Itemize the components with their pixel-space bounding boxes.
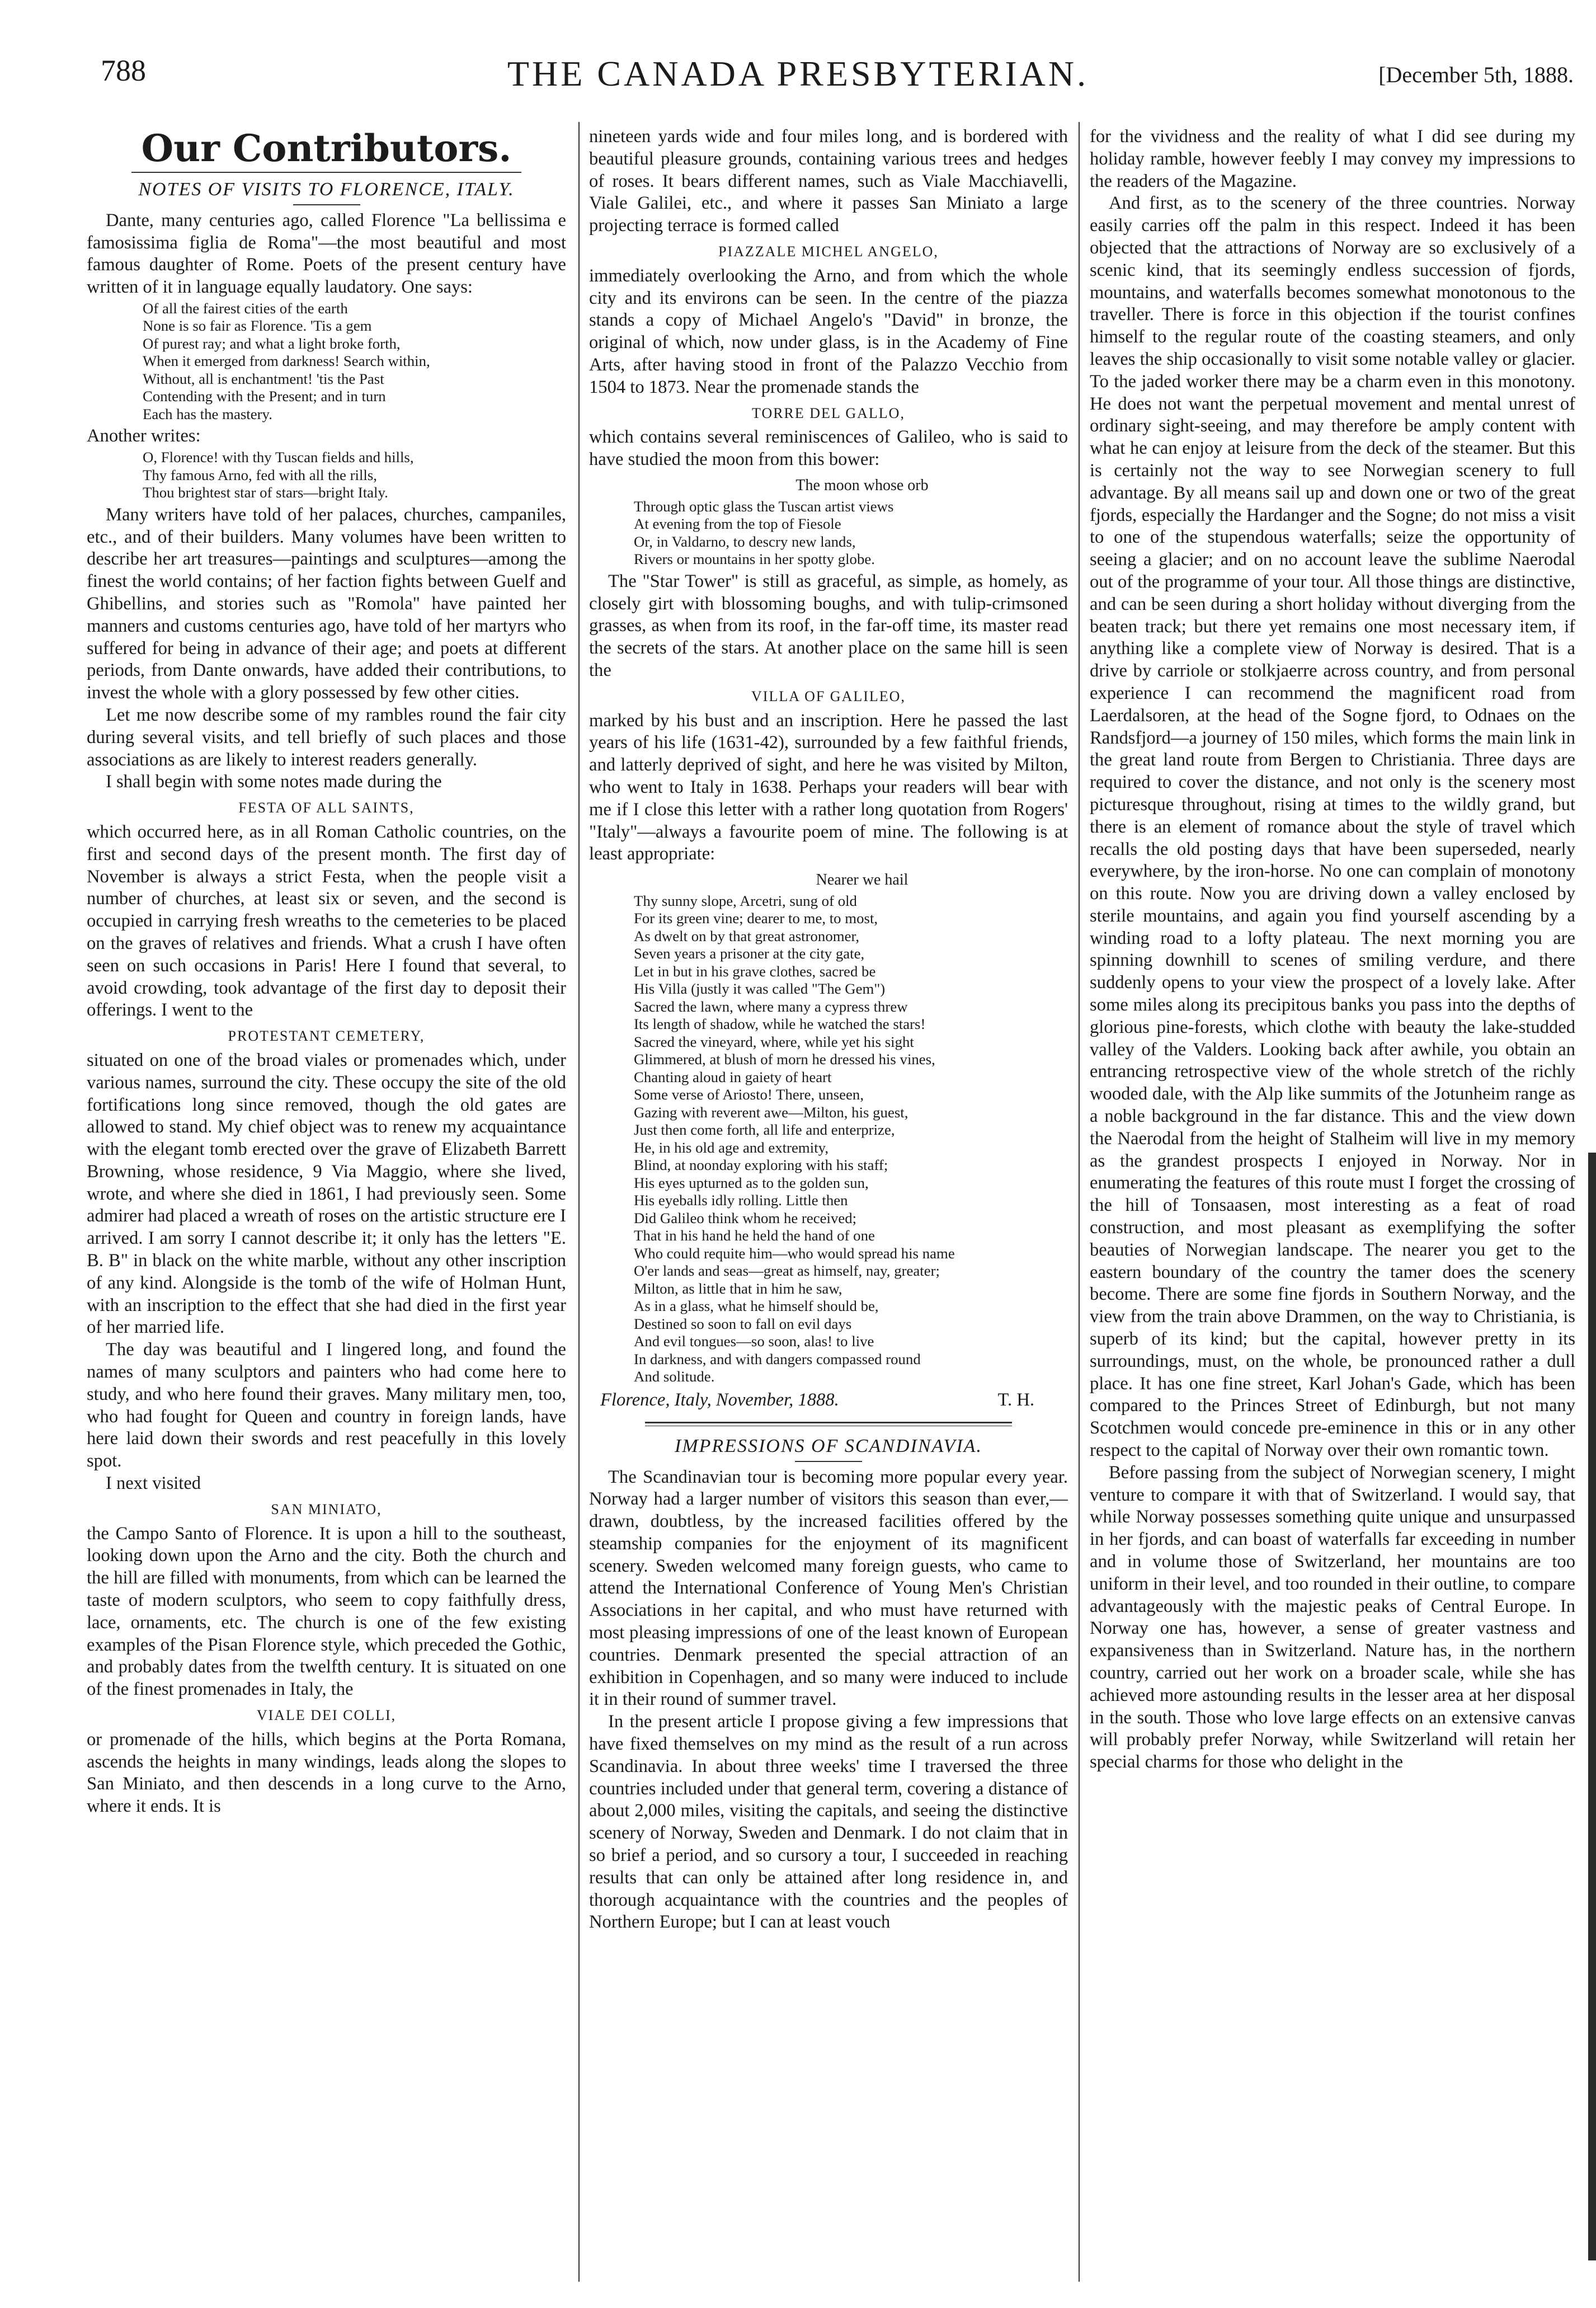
paragraph: I shall begin with some notes made during the [106,772,442,792]
verse-line: Destined so soon to fall on evil days [634,1315,852,1332]
subheading: TORRE DEL GALLO, [752,405,905,421]
paragraph: And first, as to the scenery of the three countries. Norway easily carries off the palm in this respect. Indeed it has been objected that the attractions of Norway are so exclusively of a scenic kind, that its seemingly endless succession of fjords, mountains, and waterfalls becomes somewhat monotonous to the traveller. There is force in this objection if the tourist confines himself to the regular route of the coasting steamers, and only leaves the ship occasionally to visit some notable valley or glacier. To the jaded worker there may be a charm even in this monotony. He does not want the perpetual movement and mental unrest of ordinary sight-seeing, and may therefore be amply content with what he can enjoy at leisure from the deck of the steamer. But this is certainly not the way to see Norwegian scenery to full advantage. By all means sail up and down one or two of the great fjords, especially the Hardanger and the Sogne; do not miss a visit to one of the stupendous waterfalls; seize the opportunity of seeing a glacier; and on no account leave the sublime Naerodal out of the programme of your tour. All those things are distinctive, and can be seen during a short holiday without diverging from the beaten track; but there yet remains one most necessary item, if anything like a complete view of Norway is desired. That is a drive by carriole or stolkjaerre across country, and from personal experience I can recommend the magnificent road from Laerdalsoren, at the head of the Sogne fjord, to Odnaes on the Randsfjord—a journey of 150 miles, which forms the main link in the great land route from Bergen to Christiania. Three days are required to cover the distance, and not only is the scenery most picturesque throughout, rising at times to the wildly grand, but there is an element of romance about the style of travel which recalls the old posting days that have been superseded, nearly everywhere, by the iron-horse. No one can complain of monotony on this route. Now you are driving down a valley enclosed by sterile mountains, and again you find yourself ascending by a winding road to a lofty plateau. The next morning you are spinning downhill to scenes of smiling verdure, and there suddenly opens to your view the prospect of a lovely lake. After some miles along its precipitous banks you pass into the depths of glorious pine-forests, which clothe with beauty the lake-studded valley of the Valders. Looking back after awhile, you obtain an entrancing retrospective view of the whole stretch of the richly wooded dale, with the Alp like summits of the Jotunheim range as a noble background in the far distance. This and the view down the Naerodal from the height of Stalheim will live in my memory as the grandest prospects I enjoyed in Norway. Nor in enumerating the features of this route must I forget the crossing of the hill of Tonsaasen, most interesting as a feat of road construction, and most pleasant as exemplifying the softer beauties of Norwegian landscape. The nearer you get to the eastern boundary of the country the tamer does the scenery become. There are some fine fjords in Southern Norway, and the view from the train above Drammen, on the way to Christiania, is superb of its kind; but the capital, however pretty in its surroundings, must, on the whole, be pronounced rather a dull place. It has one fine street, Karl Johan's Gade, which has been compared to the Princes Street of Edinburgh, but not many Scotchmen would concede pre-eminence in this or in any other respect to the capital of Norway over their own romantic town. [1090,193,1575,1461]
verse-line: Of all the fairest cities of the earth [143,299,348,317]
verse-line: As in a glass, what he himself should be, [634,1298,879,1315]
subheading: SAN MINIATO, [271,1501,382,1517]
column-rule [1079,122,1080,2282]
paragraph: The day was beautiful and I lingered long, and found the names of many sculptors and painters who had come here to study, and who here found their graves. Many military men, too, who had fought for Queen and country in foreign lands, have here laid down their swords and rest peacefully in this lovely spot. [87,1339,566,1472]
verse-line: And solitude. [634,1368,715,1385]
verse-line: That in his hand he held the hand of one [634,1227,875,1244]
verse-line: Chanting aloud in gaiety of heart [634,1068,832,1085]
verse-line: His Villa (justly it was called "The Gem") [634,980,886,998]
verse-line: He, in his old age and extremity, [634,1139,829,1156]
verse-line: And evil tongues—so soon, alas! to live [634,1333,874,1350]
paragraph: The "Star Tower" is still as graceful, as simple, as homely, as closely girt with blossoming boughs, and with tulip-crimsoned grasses, as when from its roof, in the far-off time, its master read the secrets of the stars. At another place on the same hill is seen the [589,571,1068,680]
verse-line: Or, in Valdarno, to descry new lands, [634,533,856,550]
verse-line: As dwelt on by that great astronomer, [634,927,860,944]
verse-line: Did Galileo think whom he received; [634,1209,857,1226]
verse-line: At evening from the top of Fiesole [634,515,841,533]
verse-line: O'er lands and seas—great as himself, nay, greater; [634,1262,940,1280]
paragraph: The Scandinavian tour is becoming more popular every year. Norway had a larger number of visitors this season than ever,—drawn, doubtless, by the increased facilities offered by the steamship companies for the enjoyment of its magnificent scenery. Sweden welcomed many foreign guests, who came to attend the International Conference of Young Men's Christian Associations in her capital, and who must have returned with most pleasing impressions of one of the least known of European countries. Denmark presented the special attraction of an exhibition in Copenhagen, and so many were induced to include it in their round of summer travel. [589,1466,1068,1710]
verse-line: Contending with the Present; and in turn [143,388,386,405]
verse-line: Its length of shadow, while he watched the stars! [634,1016,926,1033]
verse-line: His eyes upturned as to the golden sun, [634,1174,869,1191]
verse-line: Blind, at noonday exploring with his staff; [634,1157,888,1174]
issue-date: [December 5th, 1888. [1378,62,1574,87]
column-rule [578,122,580,2282]
subheading: PROTESTANT CEMETERY, [228,1028,425,1045]
paragraph: or promenade of the hills, which begins at the Porta Romana, ascends the heights in many windings, leads along the slopes to San Miniato, and then descends in a long curve to the Arno, where it ends. It is [87,1729,566,1817]
subheading: FESTA OF ALL SAINTS, [238,800,415,816]
subheading: VILLA OF GALILEO, [751,688,906,704]
column-middle [589,126,1068,2286]
verse-line: In darkness, and with dangers compassed round [634,1350,921,1367]
verse-line: Thy sunny slope, Arcetri, sung of old [634,892,857,909]
verse-heading: The moon whose orb [795,476,929,494]
divider [645,1422,1012,1426]
verse-line: Each has the mastery. [143,405,272,422]
verse-line: Through optic glass the Tuscan artist views [634,497,894,515]
verse-line: Of purest ray; and what a light broke forth, [143,335,401,352]
signature-initials: T. H. [997,1389,1034,1410]
paragraph: Many writers have told of her palaces, churches, campaniles, etc., and of their builders. Many volumes have been written to describe her art treasures—paintings and sculptures—among the finest the world contains; of her faction fights between Guelf and Ghibellins, and stories such as "Romola" have painted her manners and customs centuries ago, have told of her martyrs who suffered for being in advance of their age; and poets at different periods, from Dante onwards, have added their contributions, to invest the whole with a glory possessed by few other cities. [87,504,566,703]
verse-line: Seven years a prisoner at the city gate, [634,945,865,962]
paragraph: immediately overlooking the Arno, and from which the whole city and its environs can be seen. In the centre of the piazza stands a copy of Michael Angelo's "David" in bronze, the original of which, now under glass, is in the Academy of Fine Arts, after having stood in front of the Palazzo Vecchio from 1504 to 1873. Near the promenade stands the [589,265,1068,397]
verse-line: Just then come forth, all life and enterprize, [634,1121,895,1139]
column-right [1090,126,1575,2286]
verse-block [87,449,566,502]
verse-line: Some verse of Ariosto! There, unseen, [634,1086,864,1103]
paragraph: Let me now describe some of my rambles round the fair city during several visits, and tell briefly of such places and those associations as are likely to interest readers generally. [87,704,566,770]
verse-line: Thy famous Arno, fed with all the rills, [143,466,378,483]
paragraph: Another writes: [87,426,201,446]
divider [293,204,360,205]
article-title: NOTES OF VISITS TO FLORENCE, ITALY. [138,179,515,200]
paragraph: marked by his bust and an inscription. Here he passed the last years of his life (1631-42), surrounded by a few faithful friends, and latterly deprived of sight, and here he was visited by Milton, who went to Italy in 1638. Perhaps your readers will bear with me if I close this letter with a rather long quotation from Rogers' "Italy"—always a favourite poem of mine. The following is at least appropriate: [589,710,1068,864]
verse-heading: Nearer we hail [816,871,908,889]
verse-line: For its green vine; dearer to me, to most, [634,910,878,927]
verse-line: When it emerged from darkness! Search within, [143,352,430,370]
verse-line: Without, all is enchantment! 'tis the Past [143,370,384,387]
verse-line: Milton, as little that in him he saw, [634,1280,842,1297]
paragraph: which contains several reminiscences of Galileo, who is said to have studied the moon from this bower: [589,427,1068,470]
paragraph: for the vividness and the reality of what I did see during my holiday ramble, however feebly I may convey my impressions to the readers of the Magazine. [1090,126,1575,191]
verse-line: Sacred the lawn, where many a cypress threw [634,998,908,1015]
subheading: PIAZZALE MICHEL ANGELO, [718,243,939,260]
verse-line: Who could requite him—who would spread his name [634,1244,955,1262]
paragraph: In the present article I propose giving a few impressions that have fixed themselves on my mind as the result of a run across Scandinavia. In about three weeks' time I traversed the three countries included under that general term, covering a distance of about 2,000 miles, visiting the capitals, and seeing the distinctive scenery of Norway, Sweden and Denmark. I do not claim that in so brief a period, and so cursory a tour, I succeeded in reaching results that can only be attained after long residence in, and thorough acquaintance with the countries and the peoples of Northern Europe; but I can at least vouch [589,1712,1068,1933]
verse-line: Thou brightest star of stars—bright Italy. [143,484,388,501]
paragraph: I next visited [106,1473,201,1494]
verse-line: Glimmered, at blush of morn he dressed his vines, [634,1051,935,1068]
divider [795,1461,862,1462]
verse-line: Gazing with reverent awe—Milton, his guest, [634,1103,908,1121]
subheading: VIALE DEI COLLI, [256,1707,397,1724]
masthead-title: THE CANADA PRESBYTERIAN. [507,54,1089,93]
verse-line: His eyeballs idly rolling. Little then [634,1192,848,1209]
paragraph: Dante, many centuries ago, called Florence "La bellissima e famosissima figlia de Roma"—the most beautiful and most famous daughter of Rome. Poets of the present century have written of it in language equally laudatory. One says: [87,210,566,298]
scan-edge [1588,1153,1596,2260]
paragraph: nineteen yards wide and four miles long, and is bordered with beautiful pleasure grounds, containing various trees and hedges of roses. It bears different names, such as Viale Macchiavelli, Viale Galilei, etc., and where it passes San Miniato a large projecting terrace is formed called [589,126,1068,236]
paragraph: which occurred here, as in all Roman Catholic countries, on the first and second days of the present month. The first day of November is always a strict Festa, when the people visit a number of churches, at least six or seven, and the second is occupied in carrying fresh wreaths to the cemeteries to be placed on the graves of relatives and friends. What a crush I have often seen on such occasions in Paris! Here I found that several, to avoid crowding, took advantage of the first day to deposit their offerings. I went to the [87,821,566,1021]
verse-line: O, Florence! with thy Tuscan fields and hills, [143,449,414,466]
verse-line: Rivers or mountains in her spotty globe. [634,551,875,568]
signature-place: Florence, Italy, November, 1888. [600,1389,839,1410]
paragraph: situated on one of the broad viales or promenades which, under various names, surround the city. These occupy the site of the old fortifications long since removed, though the old gates are allowed to stand. My chief object was to renew my acquaintance with the elegant tomb erected over the grave of Elizabeth Barrett Browning, whose residence, 9 Via Maggio, where she lived, wrote, and where she died in 1861, I had previously seen. Some admirer had placed a wreath of roses on the artistic structure ere I arrived. I am sorry I cannot describe it; it only has the letters "E. B. B" in black on the white marble, without any other inscription of any kind. Alongside is the tomb of the wife of Holman Hunt, with an inscription to the effect that she had died in the first year of her married life. [87,1050,566,1338]
verse-line: Let in but in his grave clothes, sacred be [634,962,876,980]
signature-line [589,1389,1068,1412]
verse-block [87,300,566,424]
verse-block [589,498,1068,568]
column-left [87,126,566,2258]
paragraph: Before passing from the subject of Norwegian scenery, I might venture to compare it with that of Switzerland. I would say, that while Norway possesses something quite unique and unsurpassed in her fjords, and can boast of waterfalls far exceeding in number and in volume those of Switzerland, her mountains are too uniform in their level, and too rounded in their outline, to compare advantageously with the majestic peaks of Central Europe. In Norway one has, however, a sense of greater vastness and expansiveness than in Switzerland. Nature has, in the northern country, carried out her work on a broader scale, while she has achieved more astounding results in the lesser area at her disposal in the south. Those who love large effects on an extensive canvas will probably prefer Norway, while Switzerland will retain her special charms for those who delight in the [1090,1462,1575,1773]
verse-line: Sacred the vineyard, where, while yet his sight [634,1033,914,1050]
section-heading: Our Contributors. [141,126,512,170]
paragraph: the Campo Santo of Florence. It is upon a hill to the southeast, looking down upon the Arno and the city. Both the church and the hill are filled with monuments, from which can be learned the taste of modern sculptors, who seem to copy faithfully dress, lace, ornaments, etc. The church is one of the few existing examples of the Pisan Florence style, which preceded the Gothic, and probably dates from the twelfth century. It is situated on one of the finest promenades in Italy, the [87,1523,566,1700]
page-number: 788 [101,54,146,87]
article-title: IMPRESSIONS OF SCANDINAVIA. [675,1435,982,1456]
verse-block [589,892,1068,1386]
verse-line: None is so fair as Florence. 'Tis a gem [143,317,372,335]
divider [131,172,521,173]
